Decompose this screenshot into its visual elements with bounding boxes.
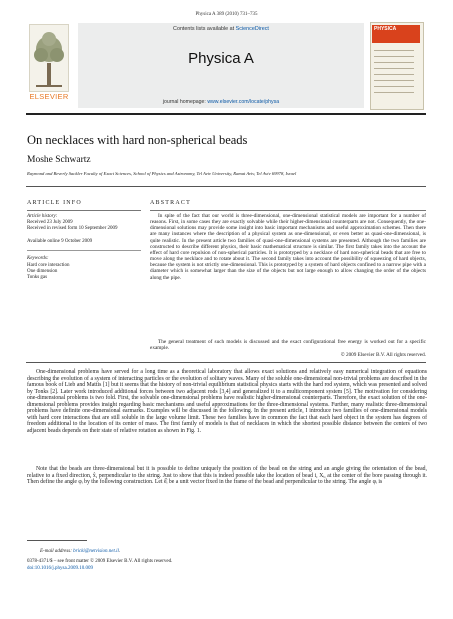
body-paragraph: One-dimensional problems have served for a long time as a theoretical laboratory that allows exact solutions and relatively easy numerical integration of equations describing the evolution of a system of interacting particles or the evolution of solitary waves. Many of the soluble one-dimensional non-trivial problems are described in the famous book of Lieb and Mattis [1] but it seems that the history of non-trivial equilibrium statistical physics starts with the hard rod system, which was presented and solved by Tonks [2]. Later work introduced additional forces between two adjacent rods [3,4] and generalized it to a multicomponent system [5]. The motivation for considering one-dimensional problems is two fold. First, the solvable one-dimensional problems have realistic higher-dimensional counterparts. Therefore, the exact solution of the one-dimensional problems provides insight regarding basic mechanisms and useful approximations for the three-dimensional systems. Further, many realistic three-dimensional problems have definite one-dimensional earmarks. Examples will be discussed in the following. In the present article, I introduce two families of one-dimensional models with hard core interactions that are still soluble in the large volume limit. These two families have in common the fact that each hard object in the system has degrees of freedom additional to the location of its center of mass. The first family of models is that of necklaces in which the shortest possible distance between the centers of two adjacent beads depends on their state of relative rotation as shown in Fig. 1. xyxy=(27,369,427,434)
article-info-heading: ARTICLE INFO xyxy=(27,200,82,206)
abstract-paragraph: In spite of the fact that our world is three-dimensional, one-dimensional statistical models are important for a number of reasons. First, in some cases they are exactly solvable while their higher-dimensional counterparts are not. Consequently, the one-dimensional solutions may provide some insight into basic important mechanisms and useful approximation schemes. Then there are many instances where the description of a physical system as one-dimensional, or even better as quasi-one-dimensional, is quite realistic. In the present article two families of quasi-one-dimensional systems are presented. Although the two families are constructed to describe different physics, their basic mathematical structure is similar. The first family takes into the account the effect of hard core repulsion of non-spherical particles. It is prototyped by a necklace of hard non-spherical beads that are free to move along the necklace and to rotate about it. The second family takes into account the possibility of squeezing of hard objects, because the system is not strictly one-dimensional. This is prototyped by a system of hard objects confined to a narrow pipe with a diameter which is somewhat larger than the size of the objects but not large enough to allow changing the order of the objects along the pipe. xyxy=(150,213,426,281)
journal-homepage-line xyxy=(78,99,364,105)
tree-icon xyxy=(30,25,68,91)
contents-availability-line xyxy=(78,26,364,32)
abstract-heading: ABSTRACT xyxy=(150,200,191,206)
email-label: E-mail address: xyxy=(40,549,74,554)
cover-text-line xyxy=(374,62,414,63)
keywords-label: Keywords: xyxy=(27,256,49,261)
body-paragraph: Note that the beads are three-dimensional but it is possible to define uniquely the position of the bead on the string and an angle giving the orientation of the bead, relative to a fixed direction, x̂, perpendicular to the string. Just to show that this is indeed possible take the location of bead i, Xᵢ, at the center of the bore passing through it. Then define the angle φᵢ by the following construction. Let ê̂ᵢ be a unit vector fixed in the frame of the bead and perpendicular to the string. The angle φᵢ is xyxy=(27,466,427,486)
received-date: Received 23 July 2009 xyxy=(27,220,73,225)
cover-text-line xyxy=(374,80,414,81)
elsevier-wordmark: ELSEVIER xyxy=(29,92,69,101)
author-name: Moshe Schwartz xyxy=(27,155,91,165)
author-affiliation: Raymond and Beverly Sackler Faculty of Exact Sciences, School of Physics and Astronomy, Tel Aviv University, Ramat Aviv, Tel Aviv 69978, Israel xyxy=(27,171,297,176)
journal-reference: Physica A 389 (2010) 731–735 xyxy=(195,12,258,17)
cover-text-line xyxy=(374,86,414,87)
article-info-rule xyxy=(27,210,141,211)
online-date: Available online 9 October 2009 xyxy=(27,239,93,244)
abstract-paragraph: The general treatment of such models is discussed and the exact configurational free energy is worked out for a specific example. xyxy=(150,339,426,352)
keyword-item: Hard core interaction xyxy=(27,263,70,268)
abstract-rule xyxy=(150,210,426,211)
email-link[interactable]: bricki@netvision.net.il xyxy=(73,549,119,554)
elsevier-tree-logo xyxy=(29,24,69,92)
revised-date: Received in revised form 10 September 2009 xyxy=(27,226,118,231)
journal-cover-title: PHYSICA xyxy=(374,26,397,32)
keyword-item: Tonks gas xyxy=(27,275,48,280)
issn-line: 0378-4371/$ – see front matter © 2009 Elsevier B.V. All rights reserved. xyxy=(27,559,173,564)
history-label: Article history: xyxy=(27,214,58,219)
cover-text-line xyxy=(374,92,414,93)
body-rule xyxy=(26,362,426,363)
cover-text-line xyxy=(374,50,414,51)
journal-title: Physica A xyxy=(188,50,254,67)
sciencedirect-link[interactable]: ScienceDirect xyxy=(235,26,269,32)
contents-prefix: Contents lists available at xyxy=(173,26,236,32)
cover-text-line xyxy=(374,74,414,75)
cover-text-line xyxy=(374,68,414,69)
title-rule xyxy=(26,186,426,187)
keyword-item: One dimension xyxy=(27,269,58,274)
email-footnote xyxy=(40,549,120,554)
homepage-link[interactable]: www.elsevier.com/locate/physa xyxy=(207,99,280,105)
keywords-rule xyxy=(27,250,141,251)
doi-link[interactable]: doi:10.1016/j.physa.2009.10.009 xyxy=(27,566,93,571)
article-title: On necklaces with hard non-spherical beads xyxy=(27,133,248,147)
copyright-notice: © 2009 Elsevier B.V. All rights reserved. xyxy=(340,352,426,358)
cover-text-line xyxy=(374,56,414,57)
email-suffix: . xyxy=(118,549,121,554)
footnote-rule xyxy=(27,540,87,541)
homepage-prefix: journal homepage: xyxy=(162,99,208,105)
header-rule xyxy=(26,113,426,115)
